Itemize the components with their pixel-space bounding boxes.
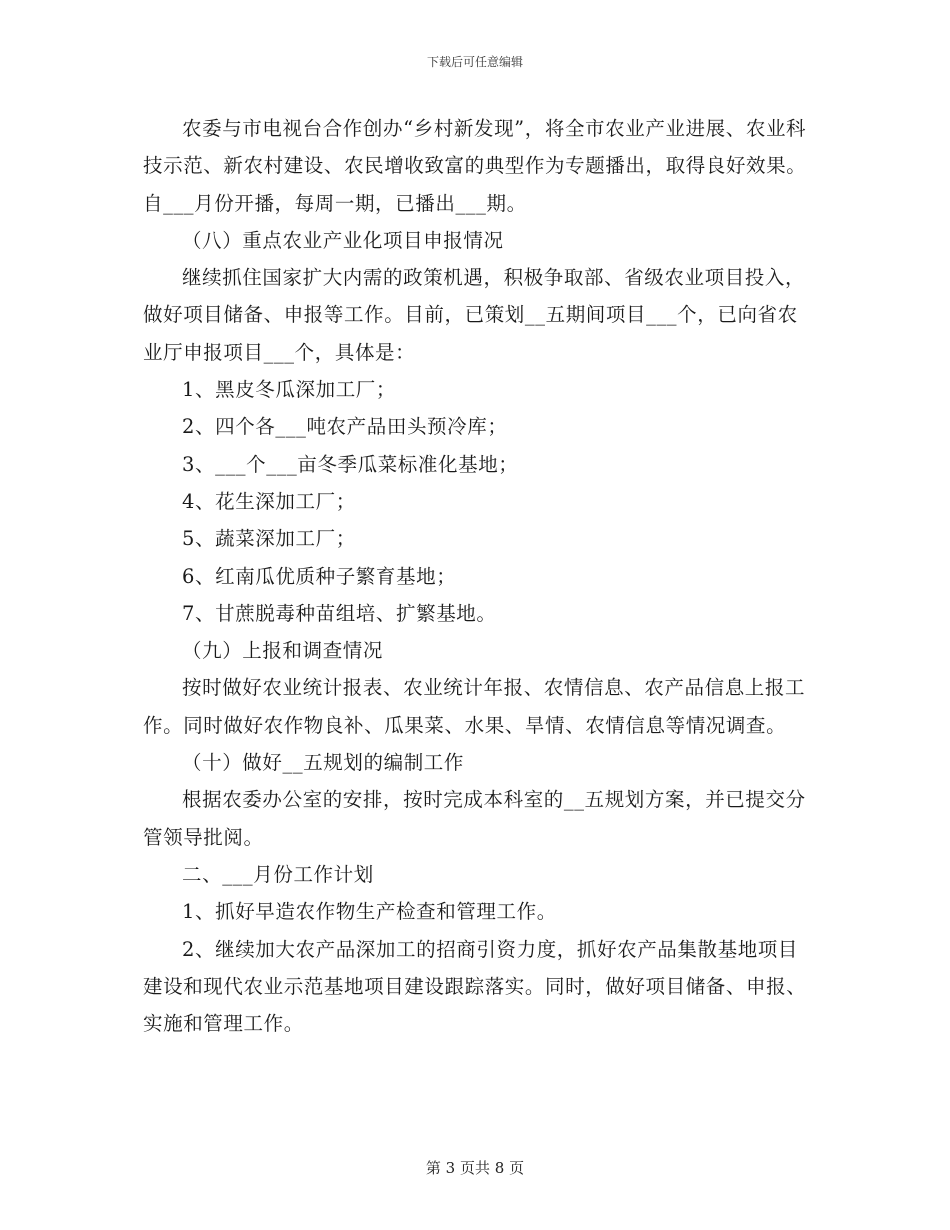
page-header: 下载后可任意编辑 bbox=[426, 55, 523, 69]
paragraph-project-planning: 继续抓住国家扩大内需的政策机遇，积极争取部、省级农业项目投入，做好项目储备、申报等工作。目前，已策划__五期间项目___个，已向省农业厅申报项目___个，具体是： bbox=[143, 266, 806, 364]
list-item: 2、继续加大农产品深加工的招商引资力度，抓好农产品集散基地项目建设和现代农业示范基地项目建设跟踪落实。同时，做好项目储备、申报、实施和管理工作。 bbox=[143, 937, 807, 1036]
section-heading-work-plan: 二、___月份工作计划 bbox=[182, 862, 374, 886]
paragraph-statistics: 按时做好农业统计报表、农业统计年报、农情信息、农产品信息上报工作。同时做好农作物良补、瓜果菜、水果、旱情、农情信息等情况调查。 bbox=[143, 676, 806, 737]
list-item: 6、红南瓜优质种子繁育基地； bbox=[182, 564, 457, 588]
document-body bbox=[143, 110, 813, 1042]
section-heading-9: （九）上报和调查情况 bbox=[182, 639, 384, 663]
list-item: 7、甘蔗脱毒种苗组培、扩繁基地。 bbox=[182, 601, 497, 625]
list-item: 4、花生深加工厂； bbox=[182, 489, 356, 513]
list-item: 5、蔬菜深加工厂； bbox=[182, 527, 356, 551]
list-item: 1、黑皮冬瓜深加工厂； bbox=[182, 378, 397, 402]
list-item: 1、抓好早造农作物生产检查和管理工作。 bbox=[182, 900, 557, 924]
section-heading-8: （八）重点农业产业化项目申报情况 bbox=[182, 228, 504, 252]
section-heading-10: （十）做好__五规划的编制工作 bbox=[182, 751, 465, 775]
page-footer: 第 3 页共 8 页 bbox=[425, 1159, 525, 1177]
paragraph-plan-compilation: 根据农委办公室的安排，按时完成本科室的__五规划方案，并已提交分管领导批阅。 bbox=[143, 788, 806, 849]
list-item: 3、___个___亩冬季瓜菜标准化基地； bbox=[182, 452, 519, 476]
list-item: 2、四个各___吨农产品田头预冷库； bbox=[182, 415, 508, 439]
paragraph-tv-program: 农委与市电视台合作创办“乡村新发现”，将全市农业产业进展、农业科技示范、新农村建设、农民增收致富的典型作为专题播出，取得良好效果。自___月份开播，每周一期，已播出___期。 bbox=[143, 117, 807, 215]
